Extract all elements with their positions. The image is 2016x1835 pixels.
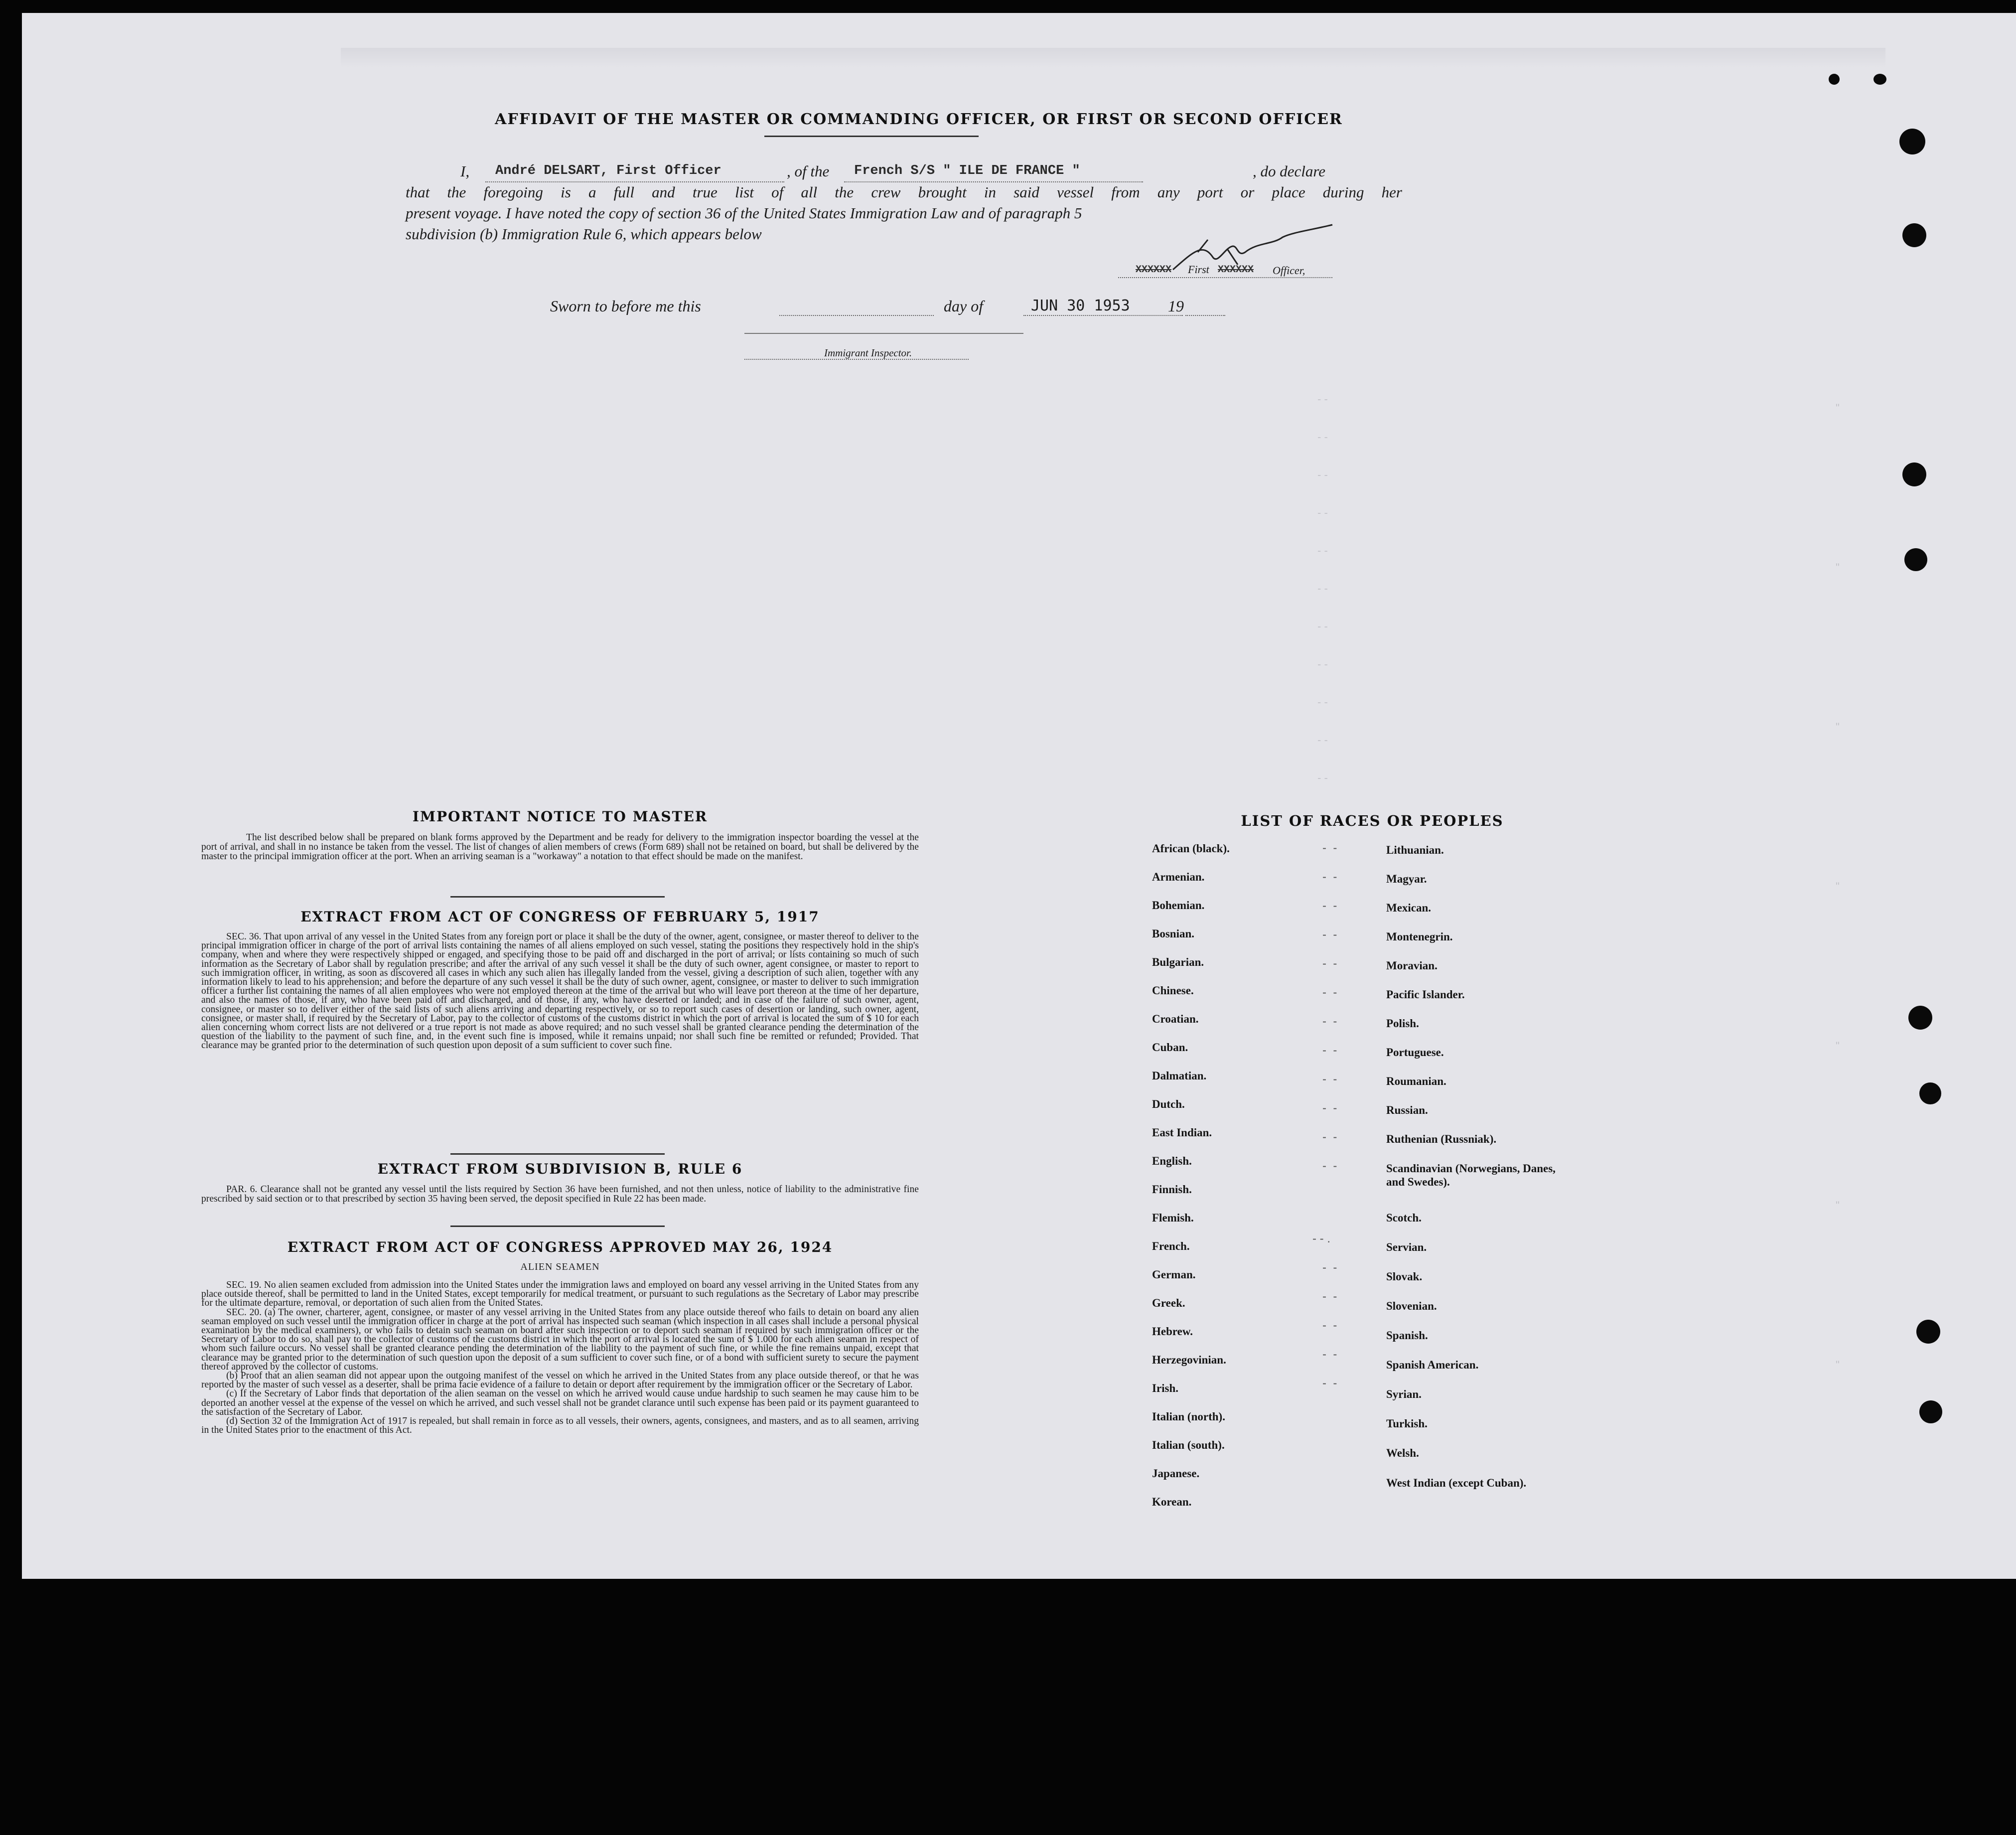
extract-1924-para-4: (c) If the Secretary of Labor finds that deportation of the alien seaman on the vessel on which he arrived would cause undue hardship to such seamen he may cause him to be deported an another vessel at the expense of the vessel on which he arrived, and such vessel shall not be grandet clarance until such expense has been paid or its payment guaranteed to the satisfaction of the Secretary of Labor.: [201, 1388, 919, 1417]
extract-1924-para-2: SEC. 20. (a) The owner, charterer, agent, consignee, or master of any vessel arriving in the United States from any place outside thereof who fails to detain on board any alien seaman employed on such vessel until the immigration officer in charge at the port of arrival has inspected such seaman (which inspection in all cases shall include a personal physical examination by the medical examiners), or who fails to detain such seaman on board after such inspection or to deport such seaman if required by such immigration officer or the Secretary of Labor to do so, shall pay to the collector of customs of the customs district in which the port of arrival is located the sum of $ 1.000 for each alien seaman in respect of whom such failure occurs. No vessel shall be granted clearance pending the determination of the liability to the payment of such fine, or while the fine remains unpaid, except that clearance may be granted prior to the determination of such question upon the deposit of a sum sufficient to cover such fine, or of a bond with sufficient surety to secure the payment thereof approved by the collector of customs.: [201, 1307, 919, 1372]
extract-rule6-body: PAR. 6. Clearance shall not be granted any vessel until the lists required by Section 36 have been furnished, and not then unless, notice of liability to the administrative fine prescribed by said section or to that prescribed by section 35 having been served, the deposit specified in Rule 22 has been made.: [201, 1184, 919, 1204]
signature-line: [1118, 277, 1332, 278]
affidavit-line-1: [406, 162, 1402, 185]
race-item: Lithuanian.: [1386, 844, 1444, 856]
affidavit-line-2: that the foregoing is a full and true list of all the crew brought in said vessel from any port or place during her: [406, 183, 1402, 201]
race-item: Hebrew.: [1152, 1325, 1193, 1338]
bleed-mark: ": [1836, 880, 1840, 893]
sworn-year-line: [1185, 315, 1225, 316]
date-stamp: JUN 30 1953: [1031, 297, 1130, 314]
ditto-mark: - - .: [1312, 1232, 1330, 1245]
signature-officer-label: Officer,: [1273, 264, 1305, 277]
sworn-month-line: [1023, 315, 1183, 316]
race-item: Japanese.: [1152, 1467, 1200, 1480]
affidavit-title-rule: [764, 136, 979, 137]
race-item: African (black).: [1152, 842, 1230, 855]
race-item: Finnish.: [1152, 1183, 1192, 1196]
bleed-mark: ": [1836, 1199, 1840, 1212]
vessel-line: [844, 181, 1143, 182]
intro-text: I,: [460, 162, 470, 180]
sworn-label: Sworn to before me this: [550, 297, 701, 315]
race-item: Russian.: [1386, 1104, 1428, 1116]
day-of-label: day of: [944, 297, 984, 315]
bleed-mark: ": [1836, 402, 1840, 414]
race-item: Croatian.: [1152, 1013, 1199, 1025]
extract-1924-para-1: SEC. 19. No alien seamen excluded from admission into the United States under the immigration laws and employed on board any vessel arriving in the United States from any place outside thereof, shall be permitted to land in the United States, except temporarily for medical treatment, or pursuant to such regulations as the Secretary of Labor may prescribe for the ultimate departure, removal, or deportation of such alien from the United States.: [201, 1280, 919, 1309]
race-item: French.: [1152, 1240, 1190, 1252]
extract-rule6-title: EXTRACT FROM SUBDIVISION B, RULE 6: [377, 1161, 743, 1177]
race-item: West Indian (except Cuban).: [1386, 1477, 1527, 1489]
race-item: Pacific Islander.: [1386, 988, 1465, 1001]
bleed-mark: ": [1836, 1359, 1840, 1371]
extract-1924-body: [201, 1281, 919, 1435]
punch-hole: [1829, 74, 1840, 85]
race-item: German.: [1152, 1268, 1196, 1281]
notice-title: IMPORTANT NOTICE TO MASTER: [412, 808, 708, 825]
sworn-rule: [744, 333, 1023, 334]
extract-1917-body: SEC. 36. That upon arrival of any vessel in the United States from any foreign port or place it shall be the duty of the owner, agent, consignee, or master thereof to deliver to the principal immigration officer in charge of the port of arrival lists containing the names of all aliens employed on such vessel, stating the positions they respectively hold in the ship's company, when and where they were respectively shipped or engaged, and specifying those to be paid off and discharged in the port of arrival; or lists containing so much of such information as the Secretary of Labor shall by regulation prescribe; and after the arrival of any such vessel it shall be the duty of such owner, agent consignee, or master to report to such immigration officer, in writing, as soon as discovered all cases in which any such alien has illegally landed from the vessel, giving a description of such alien, together with any information likely to lead to his apprehension; and before the departure of any such vessel it shall be the duty of such owner, agent, consignee, or master to deliver to such immigration officer a further list containing the names of all alien employees who were not employed thereon at the time of the arrival but who will leave port thereon at the time of her departure, and also the names of those, if any, who have been paid off and discharged, and of those, if any, who have deserted or landed; and in case of the failure of such owner, agent, consignee, or master so to deliver either of the said lists of such aliens arriving and departing respectively, or so to report such cases of desertion or landing, such owner, agent, consignee, or master shall, if required by the Secretary of Labor, pay to the collector of customs of the customs district in which the port of arrival is located the sum of $ 10 for each alien concerning whom correct lists are not delivered or a true report is not made as above required; and no such vessel shall be granted clearance pending the determination of the question of the liability to the payment of such fine, and, in the event such fine is imposed, while it remains unpaid; nor shall such fine be remitted or refunded; Provided. That clearance may be granted prior to the determination of such question upon deposit of a sum sufficient to cover such fine.: [201, 931, 919, 1051]
bleed-dash: - -: [1317, 431, 1328, 443]
signature-caption: [1108, 262, 1387, 282]
sworn-day-line: [779, 315, 934, 316]
race-item: Mexican.: [1386, 902, 1432, 914]
ditto-mark: - -: [1322, 1130, 1337, 1144]
ditto-mark: - -: [1322, 1015, 1337, 1028]
race-item: Roumanian.: [1386, 1075, 1446, 1087]
bleed-dash: - -: [1317, 468, 1328, 481]
race-item: Chinese.: [1152, 984, 1194, 997]
affidavit-title: AFFIDAVIT OF THE MASTER OR COMMANDING OFFICER, OR FIRST OR SECOND OFFICER: [495, 111, 1343, 128]
ditto-mark: - -: [1322, 1290, 1337, 1303]
races-title: LIST OF RACES OR PEOPLES: [1241, 812, 1504, 829]
declare-label: , do declare: [1253, 162, 1326, 180]
ditto-mark: - -: [1322, 1044, 1337, 1057]
race-item: Syrian.: [1386, 1388, 1422, 1400]
extract-1924-para-3: (b) Proof that an alien seaman did not appear upon the outgoing manifest of the vessel on which he arrived in the United States from any place outside thereof, or that he was reported by the master of such vessel as a deserter, shall be prima facie evidence of a failure to detain or deport after requirement by the immigration officer or the Secretary of Labor.: [201, 1371, 919, 1390]
ditto-mark: - -: [1322, 957, 1337, 970]
bleed-dash: - -: [1317, 620, 1328, 632]
race-item: Slovak.: [1386, 1270, 1423, 1283]
race-item: English.: [1152, 1155, 1192, 1167]
struck-title-1: XXXXXX: [1136, 264, 1172, 276]
extract-1924-para-5: (d) Section 32 of the Immigration Act of 1917 is repealed, but shall remain in force as to all vessels, their owners, agents, consignees, and masters, and as to all seamen, arriving in the United States prior to the enactment of this Act.: [201, 1416, 919, 1436]
bleed-dash: - -: [1317, 771, 1328, 784]
bleed-dash: - -: [1317, 544, 1328, 557]
of-label: , of the: [787, 162, 830, 180]
race-item: Flemish.: [1152, 1212, 1194, 1224]
ditto-mark: - -: [1322, 1101, 1337, 1115]
notice-body: The list described below shall be prepared on blank forms approved by the Department and be ready for delivery to the immigration inspector boarding the vessel at the port of arrival, and shall in no instance be taken from the vessel. The list of changes of alien members of crews (Form 689) shall not be retained on board, but shall be delivered by the master to the principal immigration officer at the port. When an arriving seaman is a "workaway" a notation to that effect should be made on the manifest.: [201, 832, 919, 862]
punch-hole: [1899, 129, 1925, 154]
race-item: Spanish.: [1386, 1329, 1428, 1342]
officer-name-value: André DELSART, First Officer: [495, 163, 721, 178]
punch-hole: [1919, 1400, 1942, 1423]
bleed-mark: ": [1836, 721, 1840, 733]
ditto-mark: - -: [1322, 899, 1337, 913]
punch-hole: [1916, 1320, 1940, 1344]
race-item: Moravian.: [1386, 959, 1438, 972]
ditto-mark: - -: [1322, 928, 1337, 941]
struck-title-2: XXXXXX: [1218, 264, 1254, 276]
bleed-dash: - -: [1317, 393, 1328, 405]
punch-hole: [1902, 462, 1926, 486]
race-item: Irish.: [1152, 1382, 1179, 1394]
vessel-value: French S/S " ILE DE FRANCE ": [854, 163, 1080, 178]
race-item: Dutch.: [1152, 1098, 1185, 1110]
bleed-dash: - -: [1317, 582, 1328, 595]
notice-rule: [450, 896, 665, 898]
punch-hole: [1904, 548, 1927, 571]
punch-hole: [1908, 1006, 1932, 1030]
race-item: Welsh.: [1386, 1447, 1419, 1459]
bleed-dash: - -: [1317, 506, 1328, 519]
affidavit-line-3: present voyage. I have noted the copy of section 36 of the United States Immigration Law and of paragraph 5: [406, 204, 1082, 222]
bleed-dash: - -: [1317, 734, 1328, 746]
race-item: Ruthenian (Russniak).: [1386, 1133, 1497, 1145]
affidavit-line-4: subdivision (b) Immigration Rule 6, which appears below: [406, 225, 762, 243]
race-item: Herzegovinian.: [1152, 1354, 1226, 1366]
race-item: Bohemian.: [1152, 899, 1205, 912]
race-item: Italian (north).: [1152, 1410, 1225, 1423]
race-item: Magyar.: [1386, 873, 1427, 885]
bleed-dash: - -: [1317, 696, 1328, 708]
extract-1924-title: EXTRACT FROM ACT OF CONGRESS APPROVED MAY 26, 1924: [287, 1239, 833, 1255]
race-item: Korean.: [1152, 1496, 1192, 1508]
inspector-label: Immigrant Inspector.: [824, 347, 912, 359]
bleed-mark: ": [1836, 1040, 1840, 1052]
punch-hole: [1873, 74, 1886, 85]
ditto-mark: - -: [1322, 1261, 1337, 1274]
ditto-mark: - -: [1322, 1159, 1337, 1173]
bleed-dash: - -: [1317, 658, 1328, 670]
race-item: East Indian.: [1152, 1126, 1212, 1139]
race-item: Cuban.: [1152, 1041, 1188, 1054]
bleed-mark: ": [1836, 561, 1840, 574]
race-item: Armenian.: [1152, 871, 1205, 883]
extract-1917-rule: [450, 1153, 665, 1155]
race-item: Spanish American.: [1386, 1359, 1479, 1371]
race-item: Slovenian.: [1386, 1300, 1437, 1312]
extract-rule6-rule: [450, 1225, 665, 1227]
race-item: Turkish.: [1386, 1417, 1428, 1430]
ditto-mark: - -: [1322, 841, 1337, 855]
signature-first-label: First: [1188, 263, 1209, 276]
sworn-line: [550, 297, 1248, 322]
race-item: Bosnian.: [1152, 927, 1195, 940]
ditto-mark: - -: [1322, 1348, 1337, 1361]
bleed-through-header: [341, 48, 1885, 68]
ditto-mark: - -: [1322, 1319, 1337, 1332]
race-item: Italian (south).: [1152, 1439, 1225, 1451]
race-item: Dalmatian.: [1152, 1070, 1207, 1082]
punch-hole: [1919, 1082, 1941, 1104]
year-prefix: 19: [1168, 297, 1184, 315]
race-item: Polish.: [1386, 1017, 1419, 1030]
race-item: Servian.: [1386, 1241, 1427, 1253]
ditto-mark: - -: [1322, 870, 1337, 884]
race-item: Bulgarian.: [1152, 956, 1204, 968]
race-item: Portuguese.: [1386, 1046, 1444, 1059]
punch-hole: [1902, 223, 1926, 247]
document-page: [22, 13, 2016, 1579]
ditto-mark: - -: [1322, 1376, 1337, 1390]
race-item: Greek.: [1152, 1297, 1185, 1309]
ditto-mark: - -: [1322, 986, 1337, 999]
race-item: Scandinavian (Norwegians, Danes, and Swedes).: [1386, 1162, 1556, 1188]
race-item: Montenegrin.: [1386, 930, 1453, 943]
ditto-mark: - -: [1322, 1072, 1337, 1086]
officer-name-line: [485, 181, 784, 182]
extract-1924-subtitle: ALIEN SEAMEN: [520, 1261, 600, 1272]
race-item: Scotch.: [1386, 1212, 1422, 1224]
extract-1917-title: EXTRACT FROM ACT OF CONGRESS OF FEBRUARY 5, 1917: [300, 909, 820, 925]
